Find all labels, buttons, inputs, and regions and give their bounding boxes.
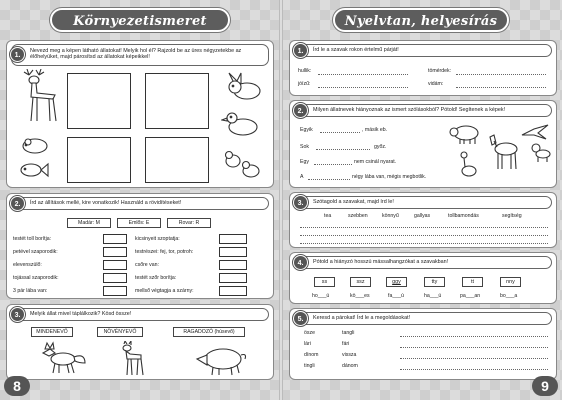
- proverb-prefix: Egyik: [300, 127, 313, 133]
- answer-line[interactable]: [318, 87, 408, 88]
- question-1-panel-right: [289, 40, 557, 96]
- statement-label: testrészei: fej, tor, potroh:: [135, 249, 194, 255]
- question-5-text: Keresd a párokat! Írd le a megoldásokat!: [313, 314, 411, 321]
- question-2-panel-right: [289, 100, 557, 188]
- question-3-text: Szótagold a szavakat, majd írd le!: [313, 198, 394, 205]
- question-4-panel-right: [289, 252, 557, 304]
- question-4-header: [294, 256, 552, 269]
- answer-box[interactable]: [103, 234, 127, 244]
- proverb-suffix: győz.: [374, 144, 387, 150]
- statement-label: testét toll borítja:: [13, 236, 52, 242]
- fawn-icon: [117, 341, 147, 377]
- word: könnyű: [382, 213, 399, 219]
- statement-label: csőre van:: [135, 262, 159, 268]
- question-3-panel: [6, 304, 274, 380]
- question-1-header: [11, 44, 269, 66]
- consonant-tile[interactable]: ggy: [386, 277, 407, 287]
- rabbit-icon: [221, 71, 265, 103]
- question-3-header: [294, 196, 552, 209]
- answer-line[interactable]: [320, 132, 360, 133]
- word-label: jóízű:: [298, 81, 311, 87]
- word-label: tömérdek:: [428, 68, 452, 74]
- question-number-badge: 4.: [293, 255, 308, 270]
- word: tollbamondás: [448, 213, 479, 219]
- answer-box[interactable]: [103, 260, 127, 270]
- word-fragment[interactable]: ho___ú: [312, 293, 330, 299]
- question-number-badge: 3.: [10, 307, 25, 322]
- answer-line[interactable]: [400, 347, 548, 348]
- word: szebben: [348, 213, 368, 219]
- statement-label: elevenszülő:: [13, 262, 42, 268]
- swallow-icon: [520, 123, 550, 141]
- word: gallyas: [414, 213, 431, 219]
- answer-line[interactable]: [308, 179, 350, 180]
- pair-word: fári: [342, 341, 350, 347]
- question-3-text: Melyik állat mivel táplálkozik? Kösd össze!: [30, 310, 132, 317]
- question-2-text: Milyen állatnevek hiányoznak az ismert szólásokból? Pótold! Segítenek a képek!: [313, 106, 506, 113]
- duck-icon: [221, 109, 261, 137]
- answer-line[interactable]: [456, 74, 546, 75]
- boar-icon: [193, 343, 249, 377]
- goose-icon: [458, 151, 478, 181]
- pair-word: tingli: [304, 363, 315, 369]
- question-4-text: Pótold a hiányzó hosszú mássalhangzókat a szavakban!: [313, 258, 449, 265]
- question-1-text: Nevezd meg a képen látható állatokat! Melyik hol él? Rajzold be az üres négyzetekbe az élőhelyüket, majd párosítsd az állatokat képeikkel!: [30, 48, 242, 60]
- proverb-suffix: négy lába van, mégis megbotlik.: [352, 174, 427, 180]
- answer-line[interactable]: [318, 74, 408, 75]
- question-3-header: [11, 308, 269, 321]
- word-fragment[interactable]: pa___an: [460, 293, 481, 299]
- pair-word: vissza: [342, 352, 357, 358]
- legend-bird: Madár: M: [67, 218, 111, 228]
- word-fragment[interactable]: kö___es: [350, 293, 370, 299]
- proverb-prefix: Sok: [300, 144, 309, 150]
- legend-mammal: Emlős: E: [117, 218, 161, 228]
- hamster-icon: [21, 135, 49, 155]
- statement-label: mellső végtagja a szárny:: [135, 288, 194, 294]
- answer-line[interactable]: [400, 358, 548, 359]
- answer-box[interactable]: [219, 234, 247, 244]
- proverb-prefix: A: [300, 174, 304, 180]
- answer-box[interactable]: [219, 273, 247, 283]
- question-number-badge: 5.: [293, 311, 308, 326]
- habitat-drawing-box-4[interactable]: [145, 137, 209, 183]
- answer-box[interactable]: [103, 273, 127, 283]
- deer-icon: [17, 69, 61, 127]
- answer-line[interactable]: [316, 149, 370, 150]
- word-label: vidám:: [428, 81, 444, 87]
- answer-line[interactable]: [300, 243, 548, 244]
- question-number-badge: 3.: [293, 195, 308, 210]
- statement-label: tojással szaporodik:: [13, 275, 59, 281]
- pair-word: dínom: [304, 352, 319, 358]
- question-2-text: Írd az állítások mellé, kire vonatkozik! Használd a rövidítéseket!: [30, 199, 182, 206]
- legend-insect: Rovar: R: [167, 218, 211, 228]
- consonant-tile[interactable]: ssz: [350, 277, 371, 287]
- question-number-badge: 2.: [293, 103, 308, 118]
- question-2-panel: [6, 193, 274, 299]
- question-5-header: [294, 312, 552, 325]
- answer-box[interactable]: [103, 286, 127, 296]
- page-title-kornyezetismeret: Környezetismeret: [50, 8, 230, 32]
- answer-box[interactable]: [219, 247, 247, 257]
- word-fragment[interactable]: bo___a: [500, 293, 518, 299]
- horse-icon: [484, 133, 520, 171]
- answer-line[interactable]: [456, 87, 546, 88]
- pig-icon: [448, 123, 482, 145]
- question-2-header: [294, 104, 552, 117]
- habitat-drawing-box-3[interactable]: [67, 137, 131, 183]
- answer-line[interactable]: [400, 369, 548, 370]
- pair-word: lári: [304, 341, 311, 347]
- question-1-header: [294, 44, 552, 57]
- page-number-left: 8: [4, 376, 30, 396]
- proverb-suffix: , másik eb.: [362, 127, 388, 133]
- consonant-tile[interactable]: nny: [500, 277, 521, 287]
- chicks-icon: [221, 149, 263, 181]
- question-5-panel-right: [289, 308, 557, 380]
- question-number-badge: 1.: [10, 47, 25, 62]
- proverb-prefix: Egy: [300, 159, 309, 165]
- answer-box[interactable]: [219, 260, 247, 270]
- question-1-panel: [6, 40, 274, 188]
- fish-icon: [19, 161, 49, 179]
- consonant-tile[interactable]: tt: [462, 277, 483, 287]
- word: segítség: [502, 213, 522, 219]
- statement-label: kicsinyeit szoptatja:: [135, 236, 180, 242]
- question-2-header: [11, 197, 269, 210]
- answer-line[interactable]: [300, 235, 548, 236]
- statement-label: petével szaporodik:: [13, 249, 58, 255]
- statement-label: 3 pár lába van:: [13, 288, 48, 294]
- question-1-text: Írd le a szavak rokon értelmű párját!: [313, 46, 399, 53]
- page-number-right: 9: [532, 376, 558, 396]
- consonant-tile[interactable]: ss: [314, 277, 335, 287]
- word: tea: [324, 213, 332, 219]
- page-title-nyelvtan: Nyelvtan, helyesírás: [333, 8, 509, 32]
- answer-box[interactable]: [103, 247, 127, 257]
- proverb-suffix: nem csinál nyarat.: [354, 159, 397, 165]
- word-label: hullik:: [298, 68, 312, 74]
- question-number-badge: 2.: [10, 196, 25, 211]
- answer-line[interactable]: [400, 336, 548, 337]
- statement-label: testét szőr borítja:: [135, 275, 177, 281]
- answer-line[interactable]: [314, 164, 352, 165]
- answer-box[interactable]: [219, 286, 247, 296]
- pair-word: ösze: [304, 330, 315, 336]
- fox-icon: [39, 341, 87, 375]
- pair-word: tangli: [342, 330, 355, 336]
- answer-line[interactable]: [300, 227, 548, 228]
- dog-icon: [528, 141, 552, 163]
- pair-word: dánom: [342, 363, 358, 369]
- diet-label-carnivore[interactable]: RAGADOZÓ (húsevő): [173, 327, 245, 337]
- consonant-tile[interactable]: tty: [424, 277, 445, 287]
- right-page: [281, 0, 562, 400]
- question-3-panel-right: [289, 192, 557, 248]
- diet-label-herbivore[interactable]: NÖVÉNYEVŐ: [97, 327, 143, 337]
- word-fragment[interactable]: fa___ú: [388, 293, 404, 299]
- word-fragment[interactable]: ha___ú: [424, 293, 442, 299]
- question-number-badge: 1.: [293, 43, 308, 58]
- diet-label-omnivore[interactable]: MINDENEVŐ: [31, 327, 73, 337]
- habitat-drawing-box-1[interactable]: [67, 73, 131, 129]
- habitat-drawing-box-2[interactable]: [145, 73, 209, 129]
